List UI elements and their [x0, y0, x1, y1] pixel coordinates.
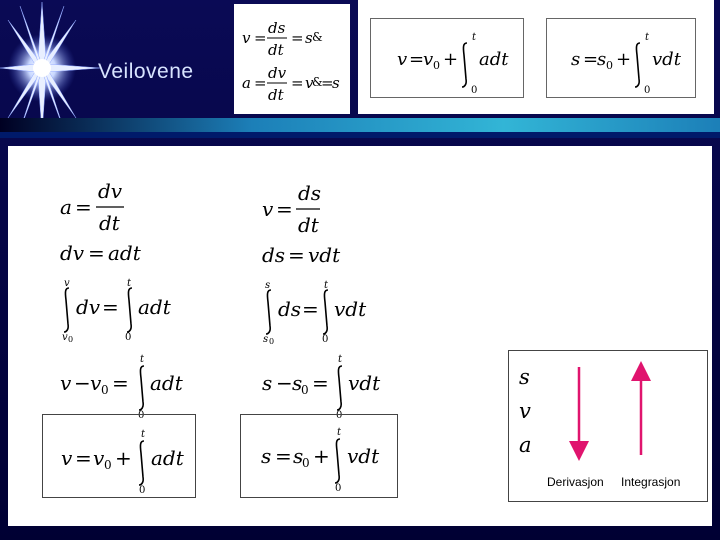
svg-text:v: v — [305, 74, 314, 92]
left-eq5-frame — [42, 414, 196, 498]
svg-text:0: 0 — [322, 334, 329, 345]
svg-text:vdt: vdt — [348, 371, 381, 395]
svg-text:=: = — [288, 243, 305, 267]
header-position-integral — [546, 18, 696, 98]
svg-text:a: a — [60, 195, 72, 219]
svg-text:v: v — [93, 446, 105, 470]
svg-text:−: − — [276, 371, 293, 395]
svg-text:vdt: vdt — [334, 297, 367, 321]
letter-v: v — [519, 399, 531, 423]
svg-text:=: = — [254, 29, 267, 47]
svg-text:t: t — [472, 32, 477, 43]
svg-text:t: t — [337, 427, 342, 438]
svg-text:0: 0 — [606, 59, 613, 72]
svg-text:v: v — [64, 278, 70, 289]
svg-text:dv: dv — [268, 64, 287, 82]
svg-text:+: + — [115, 446, 132, 470]
svg-text:v: v — [423, 49, 434, 70]
header-velocity-integral — [370, 18, 524, 98]
svg-text:t: t — [127, 278, 132, 289]
svg-text:0: 0 — [138, 410, 145, 421]
svg-text:v: v — [242, 29, 251, 47]
left-eq1 — [60, 179, 124, 235]
svg-text:adt: adt — [150, 371, 183, 395]
svg-text:adt: adt — [479, 49, 509, 70]
decorative-band-dark — [0, 132, 720, 138]
svg-text:s: s — [265, 280, 271, 291]
right-eq4 — [262, 354, 381, 421]
svg-text:adt: adt — [151, 446, 184, 470]
svg-text:&: & — [312, 30, 323, 44]
letter-s: s — [519, 365, 530, 389]
svg-text:=: = — [88, 241, 105, 265]
svg-text:ds: ds — [262, 243, 286, 267]
svg-text:0: 0 — [336, 410, 343, 421]
svg-text:&: & — [312, 75, 323, 89]
svg-text:0: 0 — [302, 456, 310, 470]
svg-text:=: = — [102, 295, 119, 319]
svg-text:s: s — [261, 444, 272, 468]
svg-text:=: = — [583, 49, 599, 70]
svg-text:dt: dt — [99, 211, 120, 235]
svg-text:v: v — [397, 49, 408, 70]
svg-text:+: + — [313, 444, 330, 468]
svg-text:0: 0 — [101, 383, 109, 397]
svg-text:dt: dt — [298, 213, 319, 237]
svg-text:v: v — [62, 332, 68, 343]
header-formula-box-wide — [358, 0, 714, 114]
svg-text:s: s — [571, 49, 581, 70]
left-eq4 — [60, 354, 184, 421]
slide-title: Veilovene — [98, 60, 194, 83]
svg-text:=: = — [312, 371, 329, 395]
svg-text:s: s — [292, 371, 303, 395]
svg-text:v: v — [90, 371, 102, 395]
derivation-integration-diagram — [508, 350, 708, 502]
svg-text:0: 0 — [433, 59, 440, 72]
right-eq1 — [262, 181, 321, 237]
svg-text:dt: dt — [268, 41, 284, 59]
letter-a: a — [519, 433, 532, 457]
svg-text:t: t — [141, 429, 146, 440]
svg-text:=: = — [291, 74, 304, 92]
svg-text:dv: dv — [60, 241, 85, 265]
integration-label: Integrasjon — [621, 475, 681, 489]
decorative-band — [0, 118, 720, 132]
svg-text:0: 0 — [301, 383, 309, 397]
svg-text:=: = — [291, 29, 304, 47]
svg-text:=: = — [321, 74, 334, 92]
svg-text:+: + — [616, 49, 632, 70]
svg-text:v: v — [60, 371, 72, 395]
svg-text:0: 0 — [125, 332, 132, 343]
svg-text:vdt: vdt — [347, 444, 380, 468]
right-eq2 — [262, 243, 341, 267]
svg-text:ds: ds — [298, 181, 322, 205]
svg-text:t: t — [140, 354, 145, 365]
svg-text:a: a — [242, 74, 251, 92]
svg-text:s: s — [262, 371, 273, 395]
svg-text:ds: ds — [268, 19, 286, 37]
svg-text:0: 0 — [104, 458, 112, 472]
svg-text:v: v — [61, 446, 73, 470]
svg-text:vdt: vdt — [308, 243, 341, 267]
left-eq5 — [43, 415, 195, 497]
svg-text:0: 0 — [471, 85, 478, 96]
svg-text:s: s — [293, 444, 304, 468]
svg-text:=: = — [254, 74, 267, 92]
svg-text:v: v — [262, 197, 274, 221]
svg-text:+: + — [443, 49, 459, 70]
svg-text:0: 0 — [269, 337, 275, 346]
svg-text:=: = — [409, 49, 425, 70]
svg-text:−: − — [74, 371, 91, 395]
svg-text:=: = — [276, 197, 293, 221]
svg-text:dv: dv — [76, 295, 101, 319]
svg-text:s: s — [332, 74, 340, 92]
svg-text:adt: adt — [108, 241, 141, 265]
svg-text:=: = — [75, 195, 92, 219]
svg-text:vdt: vdt — [652, 49, 681, 70]
left-eq2 — [60, 241, 142, 265]
svg-text:s: s — [597, 49, 607, 70]
svg-text:t: t — [338, 354, 343, 365]
svg-text:t: t — [324, 280, 329, 291]
svg-text:adt: adt — [138, 295, 171, 319]
right-eq3 — [263, 280, 367, 346]
svg-text:ds: ds — [278, 297, 302, 321]
svg-text:0: 0 — [335, 483, 342, 494]
right-eq5-frame — [240, 414, 398, 498]
left-eq3 — [62, 278, 172, 344]
svg-text:s: s — [263, 334, 269, 345]
svg-text:0: 0 — [139, 485, 146, 496]
right-eq5 — [241, 415, 397, 497]
svg-text:=: = — [275, 444, 292, 468]
svg-text:dt: dt — [268, 86, 284, 104]
svg-text:t: t — [645, 32, 650, 43]
svg-text:=: = — [302, 297, 319, 321]
header-formula-box-small — [234, 4, 350, 114]
svg-text:dv: dv — [98, 179, 123, 203]
svg-text:0: 0 — [644, 85, 651, 96]
svg-text:0: 0 — [68, 335, 74, 344]
svg-text:=: = — [112, 371, 129, 395]
derivation-label: Derivasjon — [547, 475, 604, 489]
svg-text:=: = — [75, 446, 92, 470]
svg-text:s: s — [305, 29, 313, 47]
